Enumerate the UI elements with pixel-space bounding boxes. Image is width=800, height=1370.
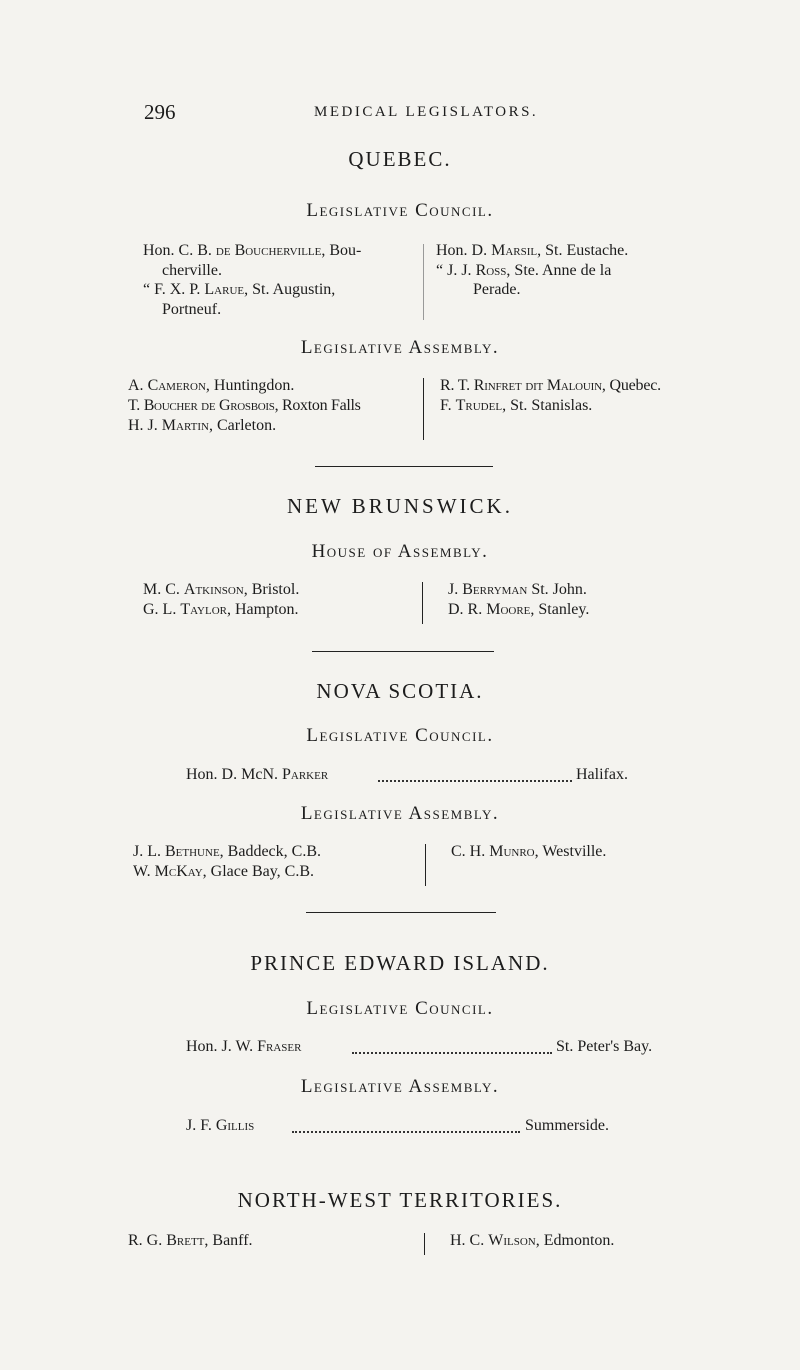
quebec-council-entry: Hon. D. Marsil, St. Eustache.	[436, 242, 629, 259]
quebec-council-entry: “ F. X. P. Larue, St. Augustin,	[143, 281, 336, 298]
dot-leader	[378, 780, 572, 782]
quebec-council-entry: “ J. J. Ross, Ste. Anne de la	[436, 262, 612, 279]
pei-council-entry-place: St. Peter's Bay.	[556, 1038, 653, 1055]
page-number: 296	[144, 100, 176, 124]
quebec-council-entry-cont: Portneuf.	[162, 301, 222, 318]
section-heading-new-brunswick: NEW BRUNSWICK.	[287, 494, 513, 518]
dot-leader	[352, 1052, 552, 1054]
pei-council-entry-name: Hon. J. W. Fraser	[186, 1038, 302, 1055]
ns-council-entry-name: Hon. D. McN. Parker	[186, 766, 329, 783]
pei-assembly-heading: Legislative Assembly.	[300, 1076, 500, 1097]
section-rule	[312, 651, 494, 652]
dot-leader	[292, 1131, 520, 1133]
ns-assembly-entry: W. McKay, Glace Bay, C.B.	[133, 863, 315, 880]
pei-assembly-entry-name: J. F. Gillis	[186, 1117, 255, 1134]
ns-assembly-entry: J. L. Bethune, Baddeck, C.B.	[133, 843, 321, 860]
nb-assembly-entry: D. R. Moore, Stanley.	[448, 601, 590, 618]
quebec-council-entry-cont: cherville.	[162, 262, 222, 279]
quebec-assembly-entry: F. Trudel, St. Stanislas.	[440, 397, 593, 414]
section-rule	[315, 466, 493, 467]
column-divider	[423, 378, 424, 440]
section-rule	[306, 912, 496, 913]
nb-assembly-entry: G. L. Taylor, Hampton.	[143, 601, 299, 618]
page-header	[144, 100, 674, 130]
nb-assembly-entry: M. C. Atkinson, Bristol.	[143, 581, 300, 598]
quebec-council-heading: Legislative Council.	[306, 200, 494, 221]
quebec-assembly-entry: T. Boucher de Grosbois, Roxton Falls	[128, 397, 361, 414]
section-heading-nwt: NORTH-WEST TERRITORIES.	[237, 1188, 563, 1212]
nwt-entry: H. C. Wilson, Edmonton.	[450, 1232, 615, 1249]
ns-council-heading: Legislative Council.	[306, 725, 494, 746]
nwt-entry: R. G. Brett, Banff.	[128, 1232, 253, 1249]
column-divider	[422, 582, 423, 624]
quebec-assembly-entry: R. T. Rinfret dit Malouin, Quebec.	[440, 377, 661, 394]
pei-council-heading: Legislative Council.	[306, 998, 494, 1019]
quebec-assembly-heading: Legislative Assembly.	[300, 337, 500, 358]
ns-council-entry-place: Halifax.	[576, 766, 628, 783]
quebec-council-entry: Hon. C. B. de Boucherville, Bou-	[143, 242, 362, 259]
quebec-assembly-entry: A. Cameron, Huntingdon.	[128, 377, 295, 394]
nb-assembly-heading: House of Assembly.	[311, 541, 489, 562]
section-heading-quebec: QUEBEC.	[348, 147, 452, 171]
column-divider	[424, 1233, 425, 1255]
nb-assembly-entry: J. Berryman St. John.	[448, 581, 587, 598]
running-title: MEDICAL LEGISLATORS.	[314, 104, 539, 120]
ns-assembly-heading: Legislative Assembly.	[300, 803, 500, 824]
column-divider	[425, 844, 426, 886]
section-heading-pei: PRINCE EDWARD ISLAND.	[250, 951, 550, 975]
pei-assembly-entry-place: Summerside.	[525, 1117, 609, 1134]
ns-assembly-entry: C. H. Munro, Westville.	[451, 843, 607, 860]
quebec-assembly-entry: H. J. Martin, Carleton.	[128, 417, 277, 434]
quebec-council-entry-cont: Perade.	[473, 281, 521, 298]
section-heading-nova-scotia: NOVA SCOTIA.	[316, 679, 484, 703]
column-divider	[423, 244, 424, 320]
